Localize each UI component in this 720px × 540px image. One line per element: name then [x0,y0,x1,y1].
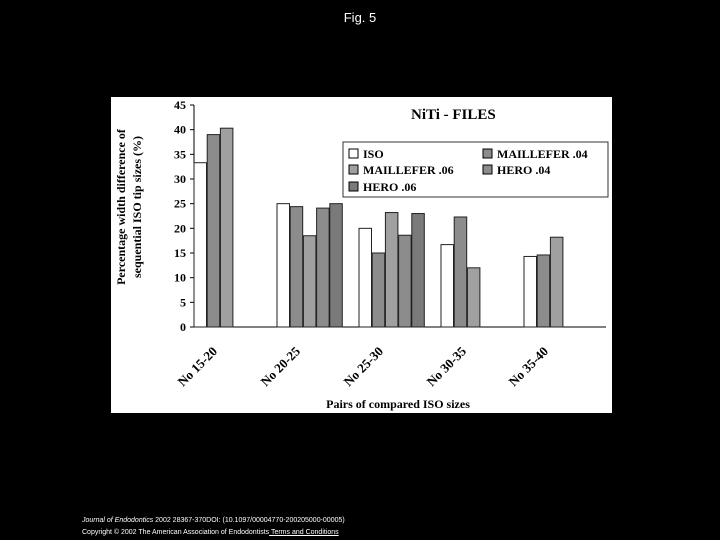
bar-no-30-35-iso [441,245,454,327]
legend-swatch [483,149,492,158]
legend-swatch [349,182,358,191]
legend [343,142,608,197]
legend-label: HERO .06 [363,180,417,194]
copyright-line [82,527,345,539]
footer [82,515,345,539]
y-tick-label: 40 [174,122,186,137]
y-axis-label-line: sequential ISO tip sizes (%) [130,135,144,279]
y-tick-label: 0 [180,320,186,334]
slide-title: Fig. 5 [343,10,377,25]
bar-no-25-30-iso [359,228,372,327]
x-tick-label: No 25-30 [340,343,387,390]
y-tick-label: 20 [174,221,186,236]
chart-figure [111,97,612,413]
bar-no-15-20-iso [194,163,207,327]
y-tick-label: 5 [180,295,186,310]
chart-svg [111,97,612,413]
bar-no-20-25-iso [277,204,290,327]
x-tick-label: No 35-40 [505,343,552,390]
bar-no-35-40-maillefer-04 [537,255,550,327]
bar-no-35-40-maillefer-06 [550,237,563,327]
y-tick-label: 25 [174,196,186,211]
bar-no-25-30-maillefer-06 [385,213,398,327]
bar-no-20-25-maillefer-06 [303,236,316,327]
journal-name: Journal of Endodontics [82,517,154,524]
bar-no-35-40-iso [524,256,537,327]
y-axis-label [114,128,144,285]
bar-no-15-20-maillefer-06 [220,128,233,327]
legend-label: HERO .04 [497,163,551,177]
x-tick-label: No 20-25 [257,343,304,390]
bar-no-25-30-maillefer-04 [372,253,385,327]
bar-no-25-30-hero-04 [399,235,412,327]
bar-no-20-25-hero-04 [317,208,330,327]
y-tick-label: 45 [174,98,186,112]
bar-no-30-35-maillefer-06 [467,268,480,327]
copyright-text: Copyright © 2002 The American Association of Endodontists [82,529,270,536]
y-axis-label-line: Percentage width difference of [114,129,128,285]
y-tick-label: 35 [174,147,186,162]
x-tick-label: No 15-20 [174,343,221,390]
legend-swatch [483,165,492,174]
chart-title: NiTi - FILES [411,107,496,123]
x-axis-label: Pairs of compared ISO sizes [326,397,470,411]
legend-label: MAILLEFER .04 [497,147,588,161]
legend-swatch [349,165,358,174]
citation-text: 2002 28367-370DOI: (10.1097/00004770-200205000-00005) [153,517,345,524]
terms-link[interactable]: Terms and Conditions [269,529,339,536]
y-tick-label: 30 [174,172,186,186]
bar-no-30-35-maillefer-04 [454,217,467,327]
bar-no-15-20-maillefer-04 [207,135,220,327]
bar-no-25-30-hero-06 [412,214,425,327]
legend-swatch [349,149,358,158]
legend-label: ISO [363,147,384,161]
x-tick-label: No 30-35 [423,343,470,390]
y-tick-label: 10 [174,270,186,285]
bar-no-20-25-maillefer-04 [290,207,303,327]
legend-label: MAILLEFER .06 [363,163,454,177]
citation-line [82,515,345,527]
y-tick-label: 15 [174,246,186,260]
bar-no-20-25-hero-06 [330,204,343,327]
